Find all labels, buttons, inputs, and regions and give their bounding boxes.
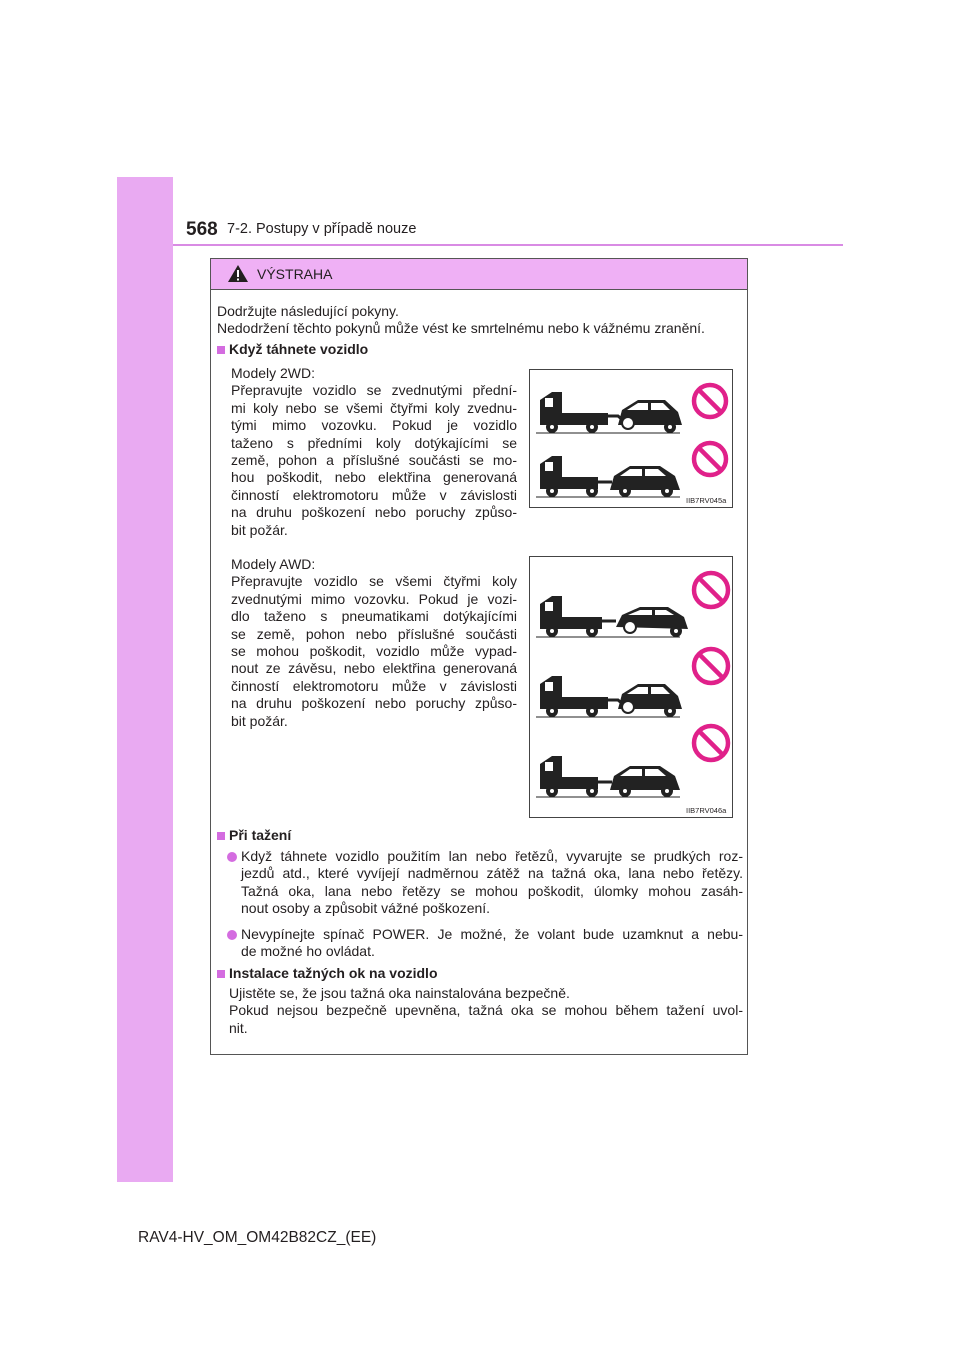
intro-text: Dodržujte následující pokyny. Nedodržení těchto pokynů může vést ke smrtelnému nebo k vážnému zranění. [217, 303, 705, 337]
tow-scene-1 [536, 392, 682, 433]
tow-truck-awd-svg [530, 557, 732, 817]
heading-bullet [217, 832, 225, 840]
warning-triangle-icon [227, 264, 249, 283]
bullet-dot [227, 852, 237, 862]
awd-scene-1 [536, 596, 688, 637]
models-awd-text: Modely AWD: Přepravujte vozidlo se všemi čtyřmi koly zvednutými mimo vozovku. Pokud je vozi- dlo taženo s pneumatikami dotýkajícími se země, pohon nebo příslušné součásti se mohou poškodit, vozidlo může vypad- nout ze závěsu, nebo elektřina generovaná činností elektromotoru může v závislosti na druhu poškození nebo poruchy způso- bit požár. [231, 556, 517, 729]
towing-illustration-2wd [529, 369, 733, 508]
bullet-1-text: Když táhnete vozidlo použitím lan nebo řetězů, vyvarujte se prudkých roz- jezdů atd., které vyvíjejí nadměrnou zátěž na tažná oka, lana nebo řetězy. Tažná oka, lana nebo řetězy se mohou poškodit, úlomky mohou zasáh- nout osoby a způsobit vážné poškození. [241, 848, 743, 917]
heading-bullet [217, 970, 225, 978]
chapter-tab-bar [117, 177, 173, 1182]
bullet-dot [227, 930, 237, 940]
tow-scene-2 [536, 456, 680, 497]
heading-bullet [217, 346, 225, 354]
while-towing-heading: Při tažení [229, 827, 292, 843]
awd-scene-2 [536, 676, 682, 717]
prohibition-sign-3 [694, 573, 728, 607]
illustration-code-1: IIB7RV045a [686, 496, 727, 505]
warning-title: VÝSTRAHA [257, 266, 333, 282]
install-text: Ujistěte se, že jsou tažná oka nainstalována bezpečně. Pokud nejsou bezpečně upevněna, tažná oka se mohou během tažení uvol- nit. [229, 985, 743, 1036]
warning-box [210, 258, 748, 1055]
header-rule [173, 244, 843, 246]
warning-header [211, 259, 747, 290]
footer-code: RAV4-HV_OM_OM42B82CZ_(EE) [138, 1229, 377, 1246]
towing-heading: Když táhnete vozidlo [229, 341, 369, 357]
tow-truck-2wd-svg [530, 370, 732, 507]
awd-scene-3 [536, 756, 680, 797]
towing-illustration-awd [529, 556, 733, 818]
install-heading: Instalace tažných ok na vozidlo [229, 965, 438, 981]
models-2wd-text: Modely 2WD: Přepravujte vozidlo se zvednutými přední- mi koly nebo se všemi čtyřmi koly zvednu- tými mimo vozovku. Pokud je vozidlo taženo s předními koly dotýkajícími se země, pohon a příslušné součásti se mo- hou poškodit, nebo elektřina generovaná činností elektromotoru může v závislosti na druhu poškození nebo poruchy způso- bit požár. [231, 365, 517, 538]
prohibition-sign-4 [694, 649, 728, 683]
prohibition-sign-5 [694, 726, 728, 760]
prohibition-sign-2 [694, 443, 726, 475]
section-title: 7-2. Postupy v případě nouze [227, 221, 417, 237]
illustration-code-2: IIB7RV046a [686, 806, 727, 815]
prohibition-sign-1 [694, 385, 726, 417]
bullet-2-text: Nevypínejte spínač POWER. Je možné, že volant bude uzamknut a nebu- de možné ho ovládat. [241, 926, 743, 960]
page-number: 568 [186, 219, 218, 240]
